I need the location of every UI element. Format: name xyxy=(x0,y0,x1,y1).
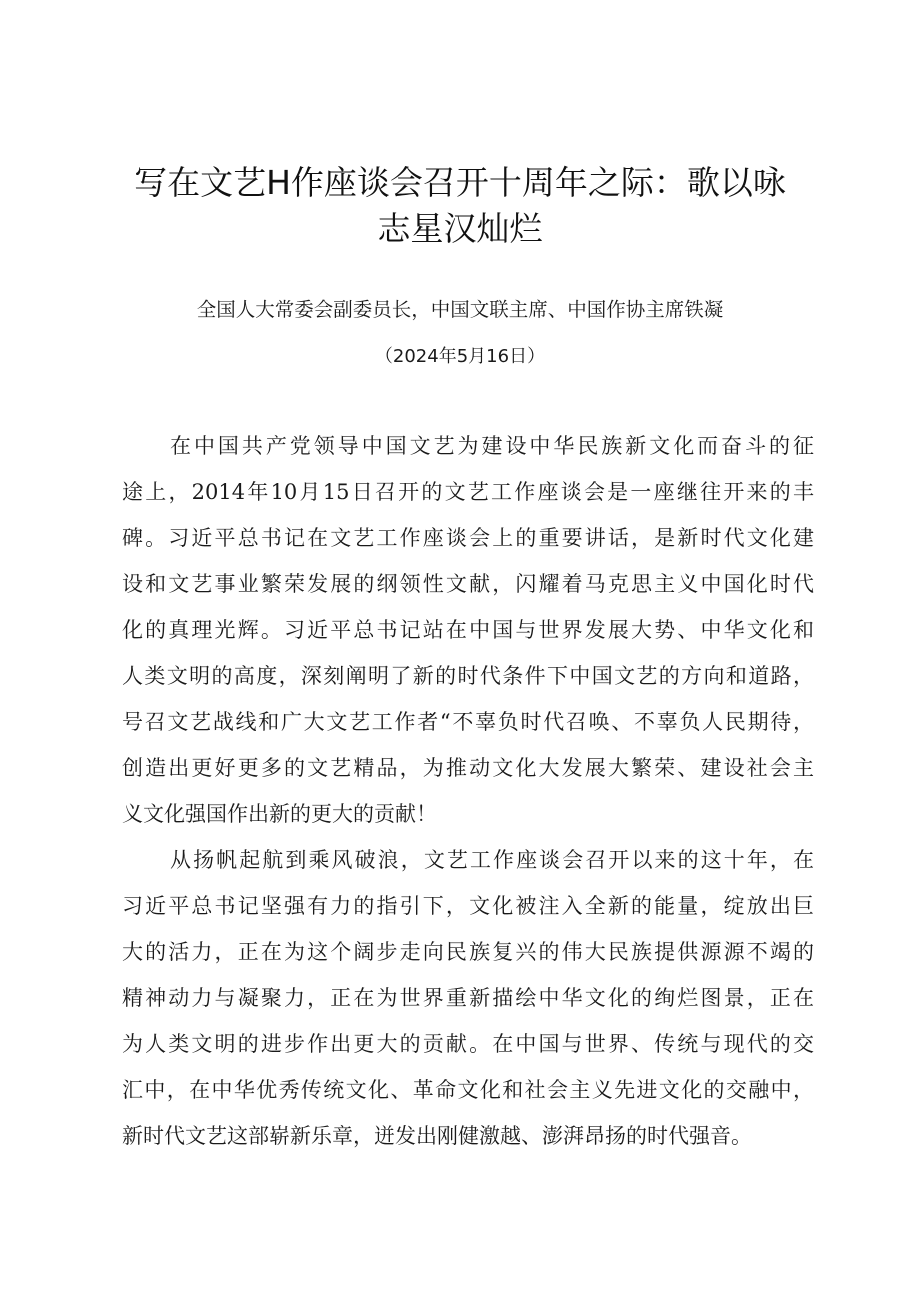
paragraph-2-line: 从扬帆起航到乘风破浪，文艺工作座谈会召开以来的这十年，在 xyxy=(170,848,814,872)
document-title-line-2: 志星汉灿烂 xyxy=(377,209,543,248)
paragraph-1-line: 碑。习近平总书记在文艺工作座谈会上的重要讲话，是新时代文化建 xyxy=(122,526,814,550)
author-byline: 全国人大常委会副委员长，中国文联主席、中国作协主席铁凝 xyxy=(196,298,724,321)
paragraph-2-line: 精神动力与凝聚力，正在为世界重新描绘中华文化的绚烂图景，正在 xyxy=(122,986,814,1010)
paragraph-1-line: 号召文艺战线和广大文艺工作者“不辜负时代召唤、不辜负人民期待， xyxy=(122,710,814,734)
document-title-line-1: 写在文艺H作座谈会召开十周年之际：歌以咏 xyxy=(134,163,786,202)
paragraph-1-line: 途上，2014年10月15日召开的文艺工作座谈会是一座继往开来的丰 xyxy=(122,480,814,504)
paragraph-1-line: 创造出更好更多的文艺精品，为推动文化大发展大繁荣、建设社会主 xyxy=(122,756,814,780)
paragraph-2-line: 为人类文明的进步作出更大的贡献。在中国与世界、传统与现代的交 xyxy=(122,1032,814,1056)
paragraph-2-line: 习近平总书记坚强有力的指引下，文化被注入全新的能量，绽放出巨 xyxy=(122,894,814,918)
paragraph-1-line: 在中国共产党领导中国文艺为建设中华民族新文化而奋斗的征 xyxy=(170,434,814,458)
paragraph-2-line: 汇中，在中华优秀传统文化、革命文化和社会主义先进文化的交融中， xyxy=(122,1078,814,1102)
paragraph-2-line: 大的活力，正在为这个阔步走向民族复兴的伟大民族提供源源不竭的 xyxy=(122,940,814,964)
paragraph-1-line: 人类文明的高度，深刻阐明了新的时代条件下中国文艺的方向和道路， xyxy=(122,664,814,688)
publication-date: （2024年5月16日） xyxy=(374,346,546,367)
paragraph-1-line: 义文化强国作出新的更大的贡献！ xyxy=(122,802,437,826)
paragraph-1-line: 设和文艺事业繁荣发展的纲领性文献，闪耀着马克思主义中国化时代 xyxy=(122,572,814,596)
paragraph-1-line: 化的真理光辉。习近平总书记站在中国与世界发展大势、中华文化和 xyxy=(122,618,814,642)
paragraph-2-line: 新时代文艺这部崭新乐章，迸发出刚健激越、澎湃昂扬的时代强音。 xyxy=(122,1124,752,1148)
